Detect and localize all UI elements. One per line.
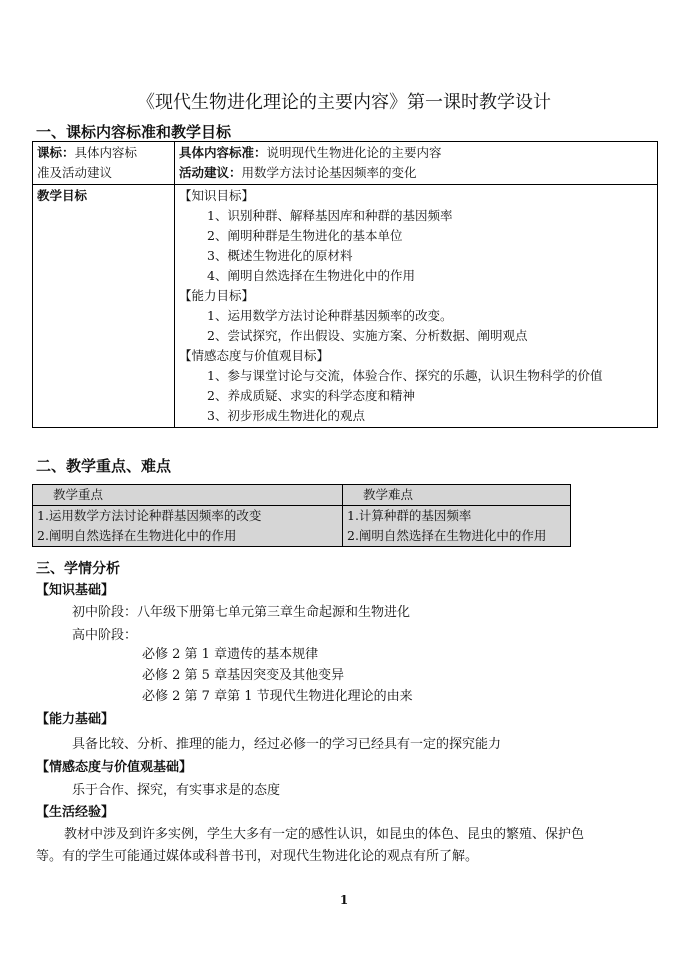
junior-stage: 初中阶段：八年级下册第七单元第三章生命起源和生物进化 (72, 605, 411, 620)
list-item: 必修 2 第 5 章基因突变及其他变异 (142, 668, 345, 683)
section1-heading: 一、课标内容标准和教学目标 (36, 123, 232, 141)
list-item: 1、运用数学方法讨论种群基因频率的改变。 (207, 308, 453, 323)
label-bold: 课标： (37, 145, 75, 160)
table-row (33, 506, 571, 547)
list-item: 3、概述生物进化的原材料 (207, 248, 353, 263)
table-row (33, 142, 658, 185)
life-experience-text-1: 教材中涉及到许多实例，学生大多有一定的感性认识，如昆虫的体色、昆虫的繁殖、保护色 (64, 827, 585, 842)
list-item: 3、初步形成生物进化的观点 (207, 408, 365, 423)
section3-heading: 三、学情分析 (36, 561, 120, 577)
label-text: 具体内容标 (74, 145, 138, 160)
page-number: 1 (339, 893, 349, 907)
ability-basis-title: 【能力基础】 (36, 712, 115, 727)
ability-basis-text: 具备比较、分析、推理的能力，经过必修一的学习已经具有一定的探究能力 (72, 737, 502, 752)
list-item: 2、养成质疑、求实的科学态度和精神 (207, 388, 415, 403)
list-item: 2、阐明种群是生物进化的基本单位 (207, 228, 403, 243)
table-row (33, 485, 571, 506)
content-bold-2: 活动建议： (179, 165, 242, 180)
objectives-content-cell (175, 185, 658, 428)
content-text-1: 说明现代生物进化论的主要内容 (266, 145, 442, 160)
standards-content-cell (175, 142, 658, 185)
focus-item: 1.运用数学方法讨论种群基因频率的改变 (37, 508, 262, 523)
list-item: 2、尝试探究，作出假设、实施方案、分析数据、阐明观点 (207, 328, 528, 343)
content-bold-1: 具体内容标准： (179, 145, 267, 160)
knowledge-basis-title: 【知识基础】 (36, 583, 115, 598)
ability-objectives-title: 【能力目标】 (179, 288, 255, 303)
focus-item: 2.阐明自然选择在生物进化中的作用 (37, 528, 237, 543)
life-experience-text-2: 等。有的学生可能通过媒体或科普书刊，对现代生物进化论的观点有所了解。 (36, 849, 479, 864)
content-text-2: 用数学方法讨论基因频率的变化 (241, 165, 417, 180)
senior-stage: 高中阶段： (72, 628, 138, 643)
list-item: 1、识别种群、解释基因库和种群的基因频率 (207, 208, 453, 223)
standards-table (32, 141, 658, 428)
document-title: 《现代生物进化理论的主要内容》第一课时教学设计 (137, 92, 551, 113)
difficulty-item: 2.阐明自然选择在生物进化中的作用 (347, 528, 547, 543)
knowledge-objectives-title: 【知识目标】 (179, 188, 255, 203)
life-experience-title: 【生活经验】 (36, 805, 115, 820)
list-item: 4、阐明自然选择在生物进化中的作用 (207, 268, 415, 283)
difficulty-item: 1.计算种群的基因频率 (347, 508, 472, 523)
standards-label-cell (33, 142, 175, 185)
section2-heading: 二、教学重点、难点 (36, 457, 172, 475)
focus-header: 教学重点 (33, 485, 343, 506)
difficulty-cell (343, 506, 571, 547)
objectives-label-cell (33, 185, 175, 428)
objectives-label: 教学目标 (37, 188, 88, 203)
list-item: 1、参与课堂讨论与交流，体验合作、探究的乐趣，认识生物科学的价值 (207, 368, 603, 383)
emotion-basis-text: 乐于合作、探究，有实事求是的态度 (72, 783, 281, 798)
table-row (33, 185, 658, 428)
emotion-basis-title: 【情感态度与价值观基础】 (36, 760, 193, 775)
difficulty-header: 教学难点 (343, 485, 571, 506)
focus-cell (33, 506, 343, 547)
focus-difficulty-table (32, 484, 571, 547)
list-item: 必修 2 第 1 章遗传的基本规律 (142, 647, 319, 662)
emotion-objectives-title: 【情感态度与价值观目标】 (179, 348, 330, 363)
list-item: 必修 2 第 7 章第 1 节现代生物进化理论的由来 (142, 689, 413, 704)
label-text-2: 准及活动建议 (37, 165, 113, 180)
